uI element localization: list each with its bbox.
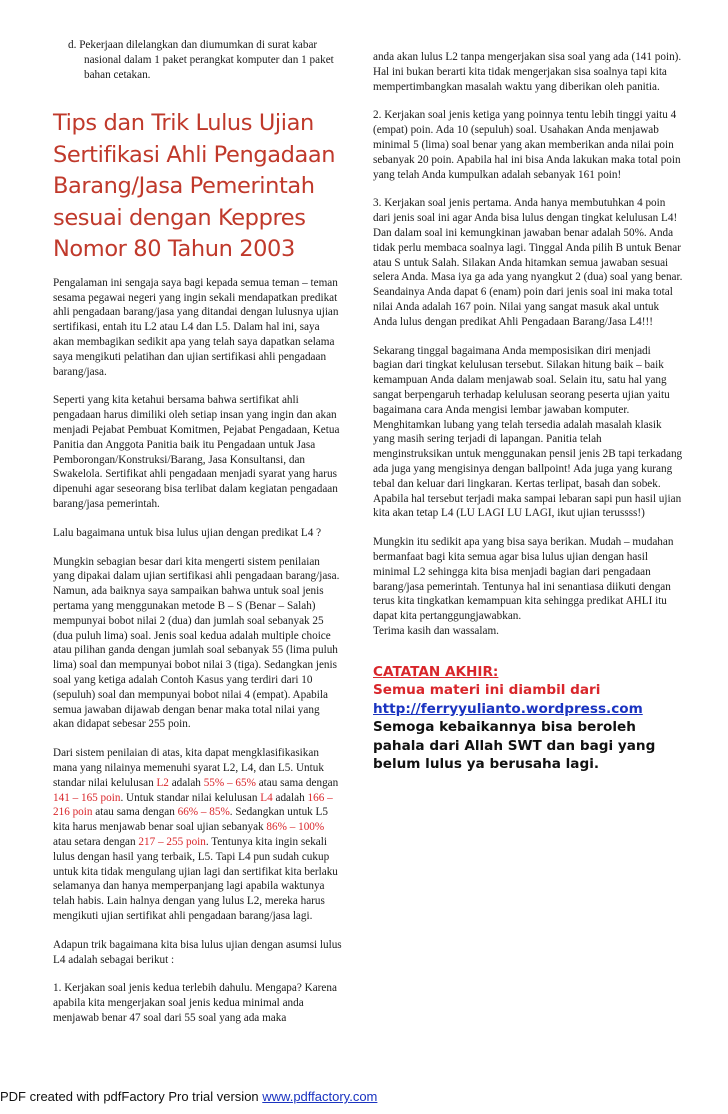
highlight-l5-points: 217 – 255 poin: [138, 835, 206, 848]
text-span: Dari sistem penilaian di atas, kita dapat mengklasifikasikan mana yang nilainya memenuhi syarat L2, L4, dan L5. Untuk standar nilai kelulusan: [53, 747, 324, 789]
highlight-l4-points: 166 – 216 poin: [53, 791, 333, 819]
paragraph-certificate: Seperti yang kita ketahui bersama bahwa sertifikat ahli pengadaan harus dimiliki oleh setiap insan yang ingin dan akan menjadi Pejabat Pembuat Komitmen, Pejabat Pengadaan, Ketua Panitia dan Anggota Panitia baik itu Pengadaan untuk Jasa Pemborongan/Konstruksi/Barang, Jasa Konsultansi, dan Swakelola. Sertifikat ahli pengadaan menjadi syarat yang harus dipenuhi agar seseorang bisa terlibat dalam kegiatan pengadaan barang/jasa pemerintah.: [53, 394, 340, 511]
source-link[interactable]: http://ferryyulianto.wordpress.com: [373, 700, 643, 717]
left-column: [53, 38, 343, 1026]
ending-wish-text: Semoga kebaikannya bisa beroleh pahala dari Allah SWT dan bagi yang belum lulus ya berusaha lagi.: [373, 719, 656, 773]
paragraph-step-1: 1. Kerjakan soal jenis kedua terlebih dahulu. Mengapa? Karena apabila kita mengerjakan soal jenis kedua minimal anda menjawab benar 47 soal dari 55 soal yang ada maka: [53, 982, 337, 1024]
text-span: . Tentunya kita ingin sekali lulus dengan hasil yang terbaik, L5. Tapi L4 pun sudah cukup untuk kita tidak mengulang ujian lagi dan sertifikat kita berlaku selamanya dan hanya memperpanjang lagi apabila waktunya telah habis. Lain halnya dengan yang lulus L2, mereka harus mengikuti ujian sertifikat ahli pengadaan barang/jasa lagi.: [53, 835, 338, 922]
highlight-l5-percent: 86% – 100%: [266, 821, 325, 834]
text-span: atau sama dengan: [92, 806, 178, 819]
paragraph-thanks: Terima kasih dan wassalam.: [373, 624, 499, 637]
footer-link[interactable]: www.pdffactory.com: [262, 1089, 378, 1104]
paragraph-intro: Pengalaman ini sengaja saya bagi kepada semua teman – teman sesama pegawai negeri yang ingin sekali mendapatkan predikat ahli pengadaan barang/jasa yang ditandai dengan lulusnya ujian sertifikasi, entah itu L2 atau L4 dan L5. Dalam hal ini, saya akan membagikan sedikit apa yang telah saya dapatkan selama saya mengikuti pelatihan dan ujian sertifikasi ahli pengadaan barang/jasa.: [53, 276, 339, 378]
footer-text: PDF created with pdfFactory Pro trial version: [0, 1089, 263, 1104]
article-title: Tips dan Trik Lulus Ujian Sertifikasi Ahli Pengadaan Barang/Jasa Pemerintah sesuai dengan Keppres Nomor 80 Tahun 2003: [53, 110, 336, 263]
paragraph-answer-sheet: Sekarang tinggal bagaimana Anda memposisikan diri menjadi bagian dari tingkat kelulusan tersebut. Silakan hitung baik – baik kemampuan Anda dalam menjawab soal. Selain itu, satu hal yang sangat berpengaruh terhadap kelulusan seorang peserta ujian yaitu bagaimana cara Anda mengisi lembar jawaban komputer. Menghitamkan lubang yang telah tersedia adalah masalah klasik yang masih sering terjadi di lapangan. Panitia telah menginstruksikan untuk menggunakan pensil jenis 2B tapi terkadang ada juga yang mengisinya dengan ballpoint! Ada juga yang kurang tebal dan keluar dari lingkaran. Kertas terlipat, basah dan sobek. Apabila hal tersebut terjadi maka sampai lebaran sapi pun hasil ujian kita akan tetap L4 (LU LAGI LU LAGI, ikut ujian terussss!): [373, 344, 683, 520]
list-item-d: d. Pekerjaan dilelangkan dan diumumkan di surat kabar nasional dalam 1 paket perangkat komputer dan 1 paket bahan cetakan.: [68, 39, 334, 81]
ending-note: [373, 663, 683, 774]
text-span: . Sedangkan untuk L5 kita harus menjawab benar soal ujian sebanyak: [53, 806, 328, 834]
highlight-l2-points: 141 – 165 poin: [53, 791, 121, 804]
paragraph-closing: Mungkin itu sedikit apa yang bisa saya berikan. Mudah – mudahan bermanfaat bagi kita semua agar bisa lulus ujian dengan hasil minimal L2 sehingga kita bisa menjadi bagian dari pengadaan barang/jasa pemerintah. Tentunya hal ini senantiasa diikuti dengan terus kita tingkatkan kemampuan kita sehingga predikat AHLI itu dapat kita pertanggungjawabkan.: [373, 536, 674, 623]
ending-source-text: Semua materi ini diambil dari: [373, 682, 601, 699]
right-column: [373, 50, 683, 774]
text-span: atau setara dengan: [53, 835, 139, 848]
text-span: atau sama dengan: [255, 776, 339, 789]
paragraph-classification: [53, 746, 343, 924]
text-span: adalah: [168, 776, 204, 789]
pdf-footer: [0, 1089, 377, 1104]
paragraph-tricks: Adapun trik bagaimana kita bisa lulus ujian dengan asumsi lulus L4 adalah sebagai berikut :: [53, 938, 342, 966]
paragraph-step-3: 3. Kerjakan soal jenis pertama. Anda hanya membutuhkan 4 poin dari jenis soal ini agar Anda bisa lulus dengan tingkat kelulusan L4! Dan dalam soal ini kemungkinan jawaban benar adalah 50%. Anda tidak perlu membaca soalnya lagi. Tinggal Anda pilih B untuk Benar atau S untuk Salah. Silakan Anda hitamkan semua jawaban sesuai selera Anda. Masa iya ga ada yang nyangkut 2 (dua) soal yang benar. Seandainya Anda dapat 6 (enam) poin dari jenis soal ini maka total nilai Anda adalah 167 poin. Nilai yang sangat masuk akal untuk Anda lulus dengan predikat Ahli Pengadaan Barang/Jasa L4!!!: [373, 197, 683, 328]
ending-heading: CATATAN AKHIR:: [373, 663, 499, 680]
paragraph-scoring: Mungkin sebagian besar dari kita mengerti sistem penilaian yang dipakai dalam ujian sertifikasi ahli pengadaan barang/jasa. Namun, ada baiknya saya sampaikan bahwa untuk soal jenis pertama yang menggunakan metode B – S (Benar – Salah) mempunyai bobot nilai 2 (dua) dan jumlah soal sebanyak 25 (dua puluh lima) soal. Jenis soal kedua adalah multiple choice atau pilihan ganda dengan jumlah soal sebanyak 55 (lima puluh lima) soal dan mempunyai bobot nilai 3 (tiga). Sedangkan jenis soal yang ketiga adalah Contoh Kasus yang terdiri dari 10 (sepuluh) soal dan mempunyai bobot nilai 4 (empat). Apabila semua jawaban dijawab dengan benar maka total nilai yang akan didapat sebesar 255 poin.: [53, 555, 340, 731]
paragraph-step-1-cont: anda akan lulus L2 tanpa mengerjakan sisa soal yang ada (141 poin). Hal ini bukan berarti kita tidak mengerjakan sisa soalnya tapi kita mempertimbangkan masalah waktu yang diberikan oleh panitia.: [373, 51, 682, 93]
text-span: . Untuk standar nilai kelulusan: [120, 791, 261, 804]
paragraph-step-2: 2. Kerjakan soal jenis ketiga yang poinnya tentu lebih tinggi yaitu 4 (empat) poin. Ada 10 (sepuluh) soal. Usahakan Anda menjawab minimal 5 (lima) soal benar yang akan memberikan anda nilai poin sebanyak 20 poin. Apabila hal ini bisa Anda lakukan maka total poin yang telah Anda kumpulkan adalah sebanyak 161 poin!: [373, 109, 681, 181]
highlight-l4: L4: [260, 791, 273, 804]
highlight-l2: L2: [156, 776, 169, 789]
text-span: adalah: [272, 791, 308, 804]
paragraph-question: Lalu bagaimana untuk bisa lulus ujian dengan predikat L4 ?: [53, 526, 322, 539]
highlight-l2-percent: 55% – 65%: [203, 776, 256, 789]
highlight-l4-percent: 66% – 85%: [177, 806, 230, 819]
